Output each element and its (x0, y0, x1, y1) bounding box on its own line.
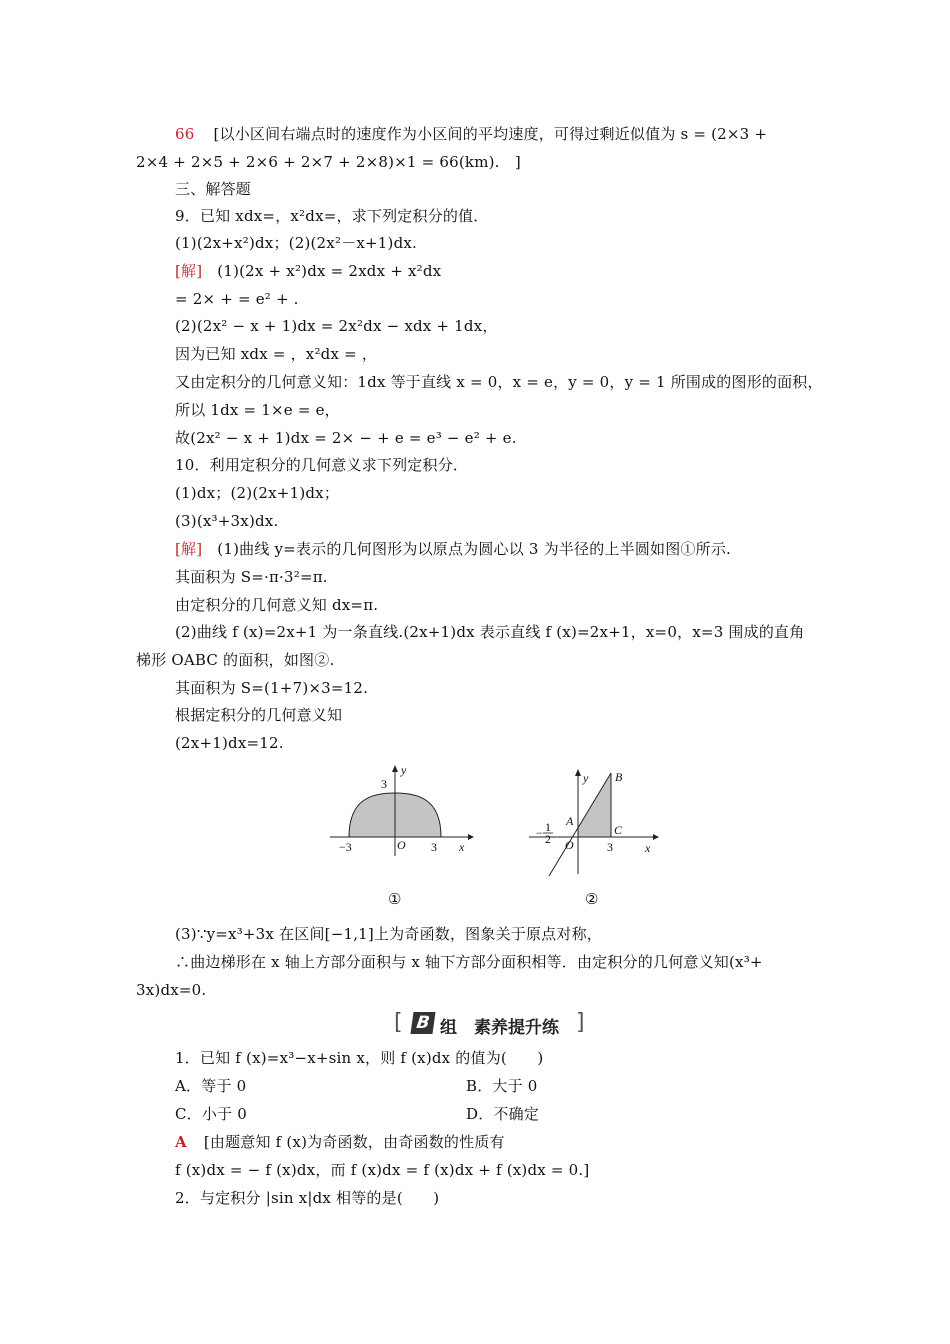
option-d[interactable]: D．不确定 (466, 1105, 540, 1123)
answer-mark: A (175, 1133, 187, 1151)
half-denominator: 2 (545, 832, 551, 846)
half-sign: − (536, 826, 543, 840)
tick-3: 3 (431, 840, 437, 854)
text-line: 梯形 OABC 的面积，如图②. (136, 651, 335, 669)
text-line: 又由定积分的几何意义知：1dx 等于直线 x = 0，x = e，y = 0，y = 1 所围成的图形的面积， (175, 373, 823, 391)
banner-letter: B (410, 1012, 435, 1034)
problem-9: 9．已知 xdx=，x²dx=，求下列定积分的值． (175, 207, 489, 225)
point-C-label: C (614, 823, 623, 837)
section-heading: 三、解答题 (175, 180, 252, 198)
text-line: 3x)dx=0. (136, 981, 207, 999)
answer-mark: 66 (175, 125, 195, 143)
option-row (175, 1104, 815, 1124)
problem-10: 10．利用定积分的几何意义求下列定积分． (175, 456, 469, 474)
x-arrow-icon (653, 834, 659, 840)
banner-left-bracket: [ (394, 1010, 403, 1035)
text-line: (3)∵y=x³+3x 在区间[−1,1]上为奇函数，图象关于原点对称， (175, 925, 602, 943)
answer-line-66 (175, 124, 815, 144)
answer-line-1 (175, 1132, 815, 1152)
text-line: (2x+1)dx=12. (175, 734, 284, 752)
banner-right-bracket: ] (576, 1010, 585, 1035)
figure-1-caption: ① (388, 890, 402, 908)
text-line: (1)(2x+x²)dx；(2)(2x²－x+1)dx. (175, 234, 418, 252)
section-banner-b (390, 1012, 590, 1038)
text-line: (3)(x³+3x)dx. (175, 512, 279, 530)
tick-neg3: −3 (339, 840, 352, 854)
text-line: 因为已知 xdx = ，x²dx = ， (175, 345, 378, 363)
text-line: = 2× + = e² + . (175, 290, 299, 308)
text-line: (1)dx；(2)(2x+1)dx； (175, 484, 340, 502)
solution-tag: [解] (175, 540, 203, 558)
x-label: x (645, 841, 651, 855)
option-row (175, 1076, 815, 1096)
solution-line (175, 539, 815, 559)
answer-text: [以小区间右端点时的速度作为小区间的平均速度，可得过剩近似值为 s = (2×3 + (213, 125, 768, 143)
text-line: f (x)dx = − f (x)dx，而 f (x)dx = f (x)dx + f (x)dx = 0.] (175, 1161, 590, 1179)
y-arrow-icon (575, 769, 581, 776)
text-line: (2)(2x² − x + 1)dx = 2x²dx − xdx + 1dx， (175, 317, 498, 335)
text-line: 根据定积分的几何意义知 (175, 706, 343, 724)
question-1: 1．已知 f (x)=x³−x+sin x，则 f (x)dx 的值为( ) (175, 1049, 544, 1067)
x-label: x (459, 840, 465, 854)
y-label: y (583, 771, 589, 785)
y-arrow-icon (392, 765, 398, 772)
tick-3-top: 3 (381, 777, 387, 791)
y-label: y (401, 763, 407, 777)
origin-label: O (397, 838, 406, 852)
solution-tag: [解] (175, 262, 203, 280)
text-line: ∴曲边梯形在 x 轴上方部分面积与 x 轴下方部分面积相等．由定积分的几何意义知(x³+ (175, 953, 763, 971)
text-line: 由定积分的几何意义知 dx=π. (175, 596, 379, 614)
figure-trapezoid (525, 764, 660, 879)
text-line: 故(2x² − x + 1)dx = 2× − + e = e³ − e² + e. (175, 429, 517, 447)
figure-semicircle (325, 760, 475, 860)
point-B-label: B (615, 770, 623, 784)
half-numerator: 1 (545, 820, 551, 834)
figure-2-caption: ② (585, 890, 599, 908)
text-line: 所以 1dx = 1×e = e， (175, 401, 340, 419)
answer-text: [由题意知 f (x)为奇函数，由奇函数的性质有 (203, 1133, 505, 1151)
tick-3: 3 (607, 840, 613, 854)
solution-text: (1)曲线 y=表示的几何图形为以原点为圆心以 3 为半径的上半圆如图①所示. (217, 540, 731, 558)
solution-text: (1)(2x + x²)dx = 2xdx + x²dx (217, 262, 442, 280)
origin-label: O (565, 838, 574, 852)
text-line: 其面积为 S=(1+7)×3=12. (175, 679, 369, 697)
option-c[interactable]: C．小于 0 (175, 1105, 247, 1123)
text-line: 2×4 + 2×5 + 2×6 + 2×7 + 2×8)×1 = 66(km). ] (136, 153, 521, 171)
question-2: 2．与定积分 |sin x|dx 相等的是( ) (175, 1189, 440, 1207)
text-line: 其面积为 S=·π·3²=π. (175, 568, 328, 586)
option-b[interactable]: B．大于 0 (466, 1077, 538, 1095)
option-a[interactable]: A．等于 0 (175, 1077, 247, 1095)
text-line: (2)曲线 f (x)=2x+1 为一条直线.(2x+1)dx 表示直线 f (x)=2x+1，x=0，x=3 围成的直角 (175, 623, 805, 641)
banner-title: 组 素养提升练 (440, 1018, 559, 1038)
point-A-label: A (566, 814, 574, 828)
solution-line (175, 261, 815, 281)
x-arrow-icon (468, 834, 474, 840)
